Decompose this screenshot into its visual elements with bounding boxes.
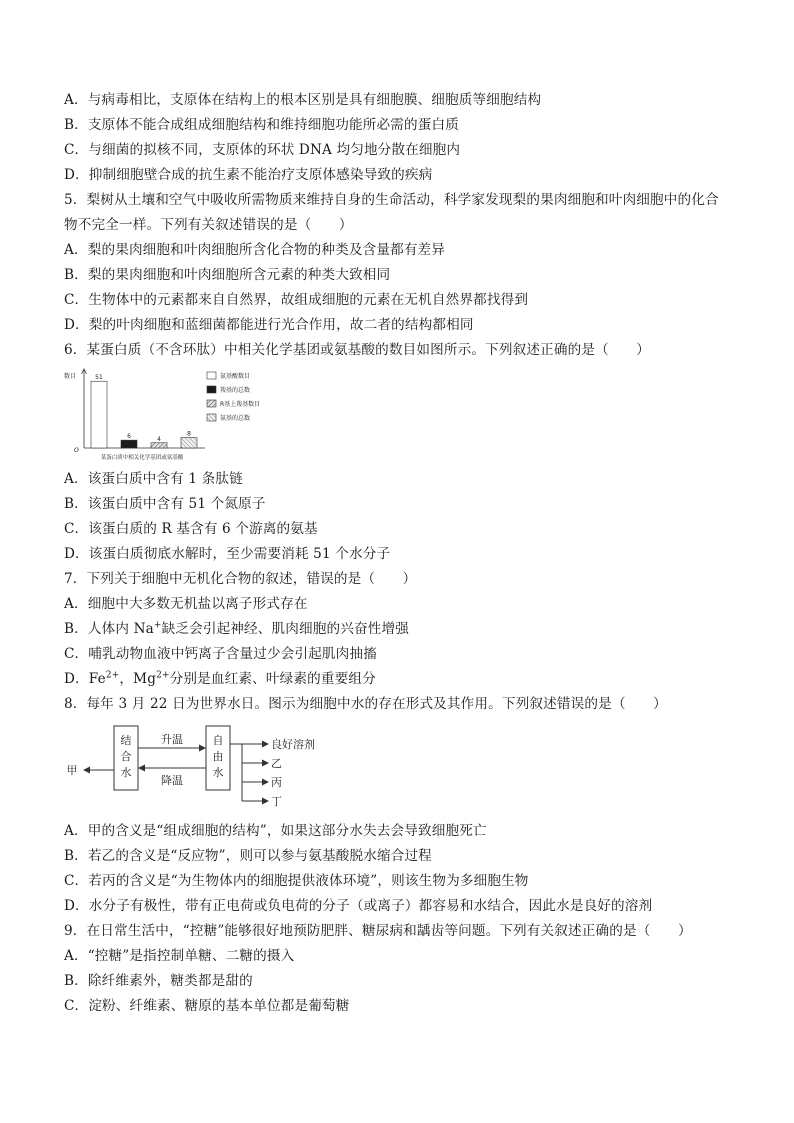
legend-label-2: 羧基的总数 — [220, 387, 251, 394]
bar-value-label-3: 4 — [157, 435, 161, 443]
q9-option-b: B．除纤维素外，糖类都是甜的 — [64, 973, 253, 989]
q6-option-c: C．该蛋白质的 R 基含有 6 个游离的氨基 — [64, 521, 318, 537]
q7-option-b-post: 缺乏会引起神经、肌肉细胞的兴奋性增强 — [161, 621, 409, 637]
q7-option-d-mid: ，Mg — [119, 671, 157, 687]
q9-option-a: A．“控糖”是指控制单糖、二糖的摄入 — [64, 948, 295, 964]
q7-option-d-pre: D．Fe — [64, 671, 106, 687]
fw-text-char: 水 — [212, 766, 224, 779]
bar-2 — [121, 440, 137, 448]
cool-down-label: 降温 — [161, 774, 183, 787]
y-axis-label: 数目 — [64, 373, 77, 380]
sodium-charge: + — [153, 620, 162, 631]
q7-option-c: C．哺乳动物血液中钙离子含量过少会引起肌肉抽搐 — [64, 646, 377, 662]
q6-option-a: A．该蛋白质中含有 1 条肽链 — [64, 471, 243, 487]
magnesium-charge: 2+ — [156, 670, 170, 681]
q7-stem: 7．下列关于细胞中无机化合物的叙述，错误的是（ ） — [64, 571, 417, 587]
q8-option-b: B．若乙的含义是“反应物”，则可以参与氨基酸脱水缩合过程 — [64, 848, 432, 864]
origin-label: O — [74, 447, 79, 454]
bar-value-label-2: 6 — [127, 433, 131, 441]
bar-value-label-1: 51 — [95, 374, 103, 382]
legend-label-4: 氨基的总数 — [220, 415, 251, 422]
legend-swatch-3 — [207, 400, 216, 407]
bar-value-label-4: 8 — [187, 430, 191, 438]
right-output-label-1: 良好溶剂 — [271, 738, 315, 751]
heat-up-label: 升温 — [161, 733, 183, 746]
q4-option-d: D．抑制细胞壁合成的抗生素不能治疗支原体感染导致的疾病 — [64, 167, 433, 183]
q7-option-b — [64, 620, 409, 638]
q5-option-d: D．梨的叶肉细胞和蓝细菌都能进行光合作用，故二者的结构都相同 — [64, 317, 474, 333]
bw-text-char: 水 — [120, 766, 132, 779]
q5-stem-line2: 物不完全一样。下列有关叙述错误的是（ ） — [64, 217, 353, 233]
water-forms-diagram — [62, 724, 362, 814]
q5-option-b: B．梨的果肉细胞和叶肉细胞所含元素的种类大致相同 — [64, 267, 391, 283]
q7-option-a: A．细胞中大多数无机盐以离子形式存在 — [64, 596, 308, 612]
protein-bar-chart — [62, 366, 292, 462]
fw-text-char: 由 — [212, 750, 224, 763]
q6-stem: 6．某蛋白质（不含环肽）中相关化学基团或氨基酸的数目如图所示。下列叙述正确的是（ ） — [64, 342, 651, 358]
legend-swatch-1 — [207, 372, 216, 379]
right-outputs — [242, 737, 315, 808]
x-axis-label: 某蛋白质中相关化学基团或氨基酸 — [100, 455, 184, 461]
q5-option-c: C．生物体中的元素都来自自然界，故组成细胞的元素在无机自然界都找得到 — [64, 292, 529, 308]
right-output-label-4: 丁 — [271, 795, 282, 808]
legend-label-1: 氨基酸数目 — [220, 373, 251, 380]
q4-option-a: A．与病毒相比，支原体在结构上的根本区别是具有细胞膜、细胞质等细胞结构 — [64, 92, 542, 108]
q9-option-c: C．淀粉、纤维素、糖原的基本单位都是葡萄糖 — [64, 998, 350, 1014]
q9-stem: 9．在日常生活中，“控糖”能够很好地预防肥胖、糖尿病和龋齿等问题。下列有关叙述正确的是（ ） — [64, 923, 692, 939]
q4-option-b: B．支原体不能合成组成细胞结构和维持细胞功能所必需的蛋白质 — [64, 117, 459, 133]
q8-stem: 8．每年 3 月 22 日为世界水日。图示为细胞中水的存在形式及其作用。下列叙述错误的是（ ） — [64, 696, 667, 712]
free-water-label — [213, 734, 224, 779]
right-output-label-3: 丙 — [271, 776, 282, 789]
bound-water-label — [121, 733, 132, 779]
legend-label-3: R基上羧基数目 — [220, 401, 261, 408]
q7-option-d-post: 分别是血红素、叶绿素的重要组分 — [169, 671, 376, 687]
fw-text-char: 自 — [212, 734, 224, 747]
bw-text-char: 合 — [120, 750, 132, 763]
bar-4 — [181, 438, 197, 448]
jia-label: 甲 — [66, 764, 78, 777]
q5-option-a: A．梨的果肉细胞和叶肉细胞所含化合物的种类及含量都有差异 — [64, 242, 446, 258]
iron-charge: 2+ — [105, 670, 120, 681]
q7-option-d — [64, 670, 376, 688]
legend-swatch-4 — [207, 414, 216, 421]
q4-option-c: C．与细菌的拟核不同，支原体的环状 DNA 均匀地分散在细胞内 — [64, 142, 461, 158]
q6-option-d: D．该蛋白质彻底水解时，至少需要消耗 51 个水分子 — [64, 546, 391, 562]
q5-stem-line1: 5．梨树从土壤和空气中吸收所需物质来维持自身的生命活动，科学家发现梨的果肉细胞和叶肉细胞中的化合 — [64, 192, 719, 208]
bar-1 — [91, 381, 107, 448]
bar-3 — [151, 443, 167, 448]
bw-text-char: 结 — [120, 734, 132, 747]
q8-option-a: A．甲的含义是“组成细胞的结构”，如果这部分水失去会导致细胞死亡 — [64, 823, 487, 839]
q8-option-d: D．水分子有极性，带有正电荷或负电荷的分子（或离子）都容易和水结合，因此水是良好的溶剂 — [64, 898, 653, 914]
q8-option-c: C．若丙的含义是“为生物体内的细胞提供液体环境”，则该生物为多细胞生物 — [64, 873, 529, 889]
q6-option-b: B．该蛋白质中含有 51 个氮原子 — [64, 496, 266, 512]
right-output-label-2: 乙 — [271, 757, 282, 770]
legend-swatch-2 — [207, 386, 216, 393]
q7-option-b-pre: B．人体内 Na — [64, 621, 154, 637]
chart-root — [64, 369, 260, 461]
